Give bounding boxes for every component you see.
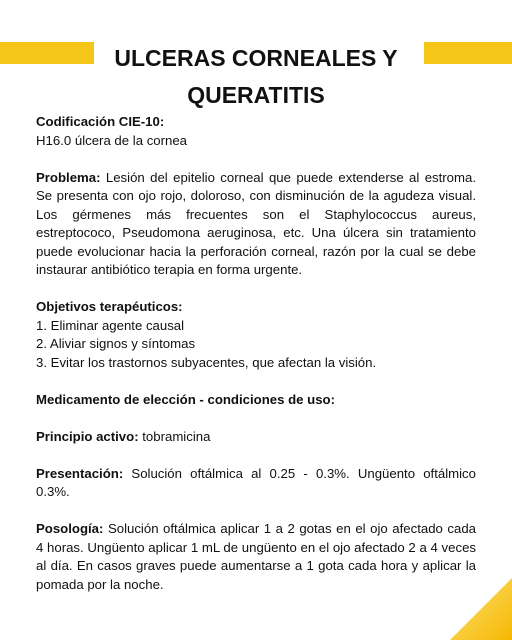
problema-label: Problema:: [36, 169, 101, 185]
corner-triangle-decoration: [450, 578, 512, 640]
principio-section: [36, 428, 476, 447]
presentacion-text: Solución oftálmica al 0.25 - 0.3%. Ungüento oftálmico 0.3%.: [36, 465, 476, 499]
objetivos-label: Objetivos terapéuticos:: [36, 299, 183, 314]
posologia-text: Solución oftálmica aplicar 1 a 2 gotas en el ojo afectado cada 4 horas. Ungüento aplicar 1 mL de ungüento en el ojo afectado 2 a 4 veces al día. En casos graves puede aumentarse a 1 gota cada hora y aplicar la pomada por la noche.: [36, 521, 476, 592]
problema-section: [36, 169, 476, 280]
medicamento-section: [36, 391, 476, 410]
posologia-label: Posología:: [36, 521, 104, 536]
page-title: [0, 40, 512, 114]
title-line-1: ULCERAS CORNEALES Y: [114, 45, 398, 71]
principio-value: tobramicina: [138, 428, 211, 444]
cie10-value: H16.0 úlcera de la cornea: [36, 132, 188, 148]
objetivo-item: 3. Evitar los trastornos subyacentes, que afectan la visión.: [36, 354, 377, 370]
principio-label: Principio activo:: [36, 428, 139, 444]
title-line-2: QUERATITIS: [187, 82, 325, 108]
objetivos-section: [36, 298, 476, 372]
presentacion-label: Presentación:: [36, 465, 124, 481]
document-body: [36, 113, 476, 613]
cie10-label: Codificación CIE-10:: [36, 114, 165, 129]
medicamento-label: Medicamento de elección - condiciones de uso:: [36, 391, 335, 407]
problema-text: Lesión del epitelio corneal que puede extenderse al estroma. Se presenta con ojo rojo, doloroso, con disminución de la agudeza visual. Los gérmenes más frecuentes son el Staphylococcus aureus, estreptococo, Pseudomona aeruginosa, etc. Una úlcera sin tratamiento puede evolucionar hacia la perforación corneal, razón por la cual se debe instaurar antibiótico terapia en forma urgente.: [36, 169, 476, 277]
presentacion-section: [36, 465, 476, 502]
posologia-section: [36, 520, 476, 594]
objetivo-item: 2. Aliviar signos y síntomas: [36, 336, 196, 351]
cie10-section: [36, 113, 476, 150]
objetivo-item: 1. Eliminar agente causal: [36, 317, 185, 333]
